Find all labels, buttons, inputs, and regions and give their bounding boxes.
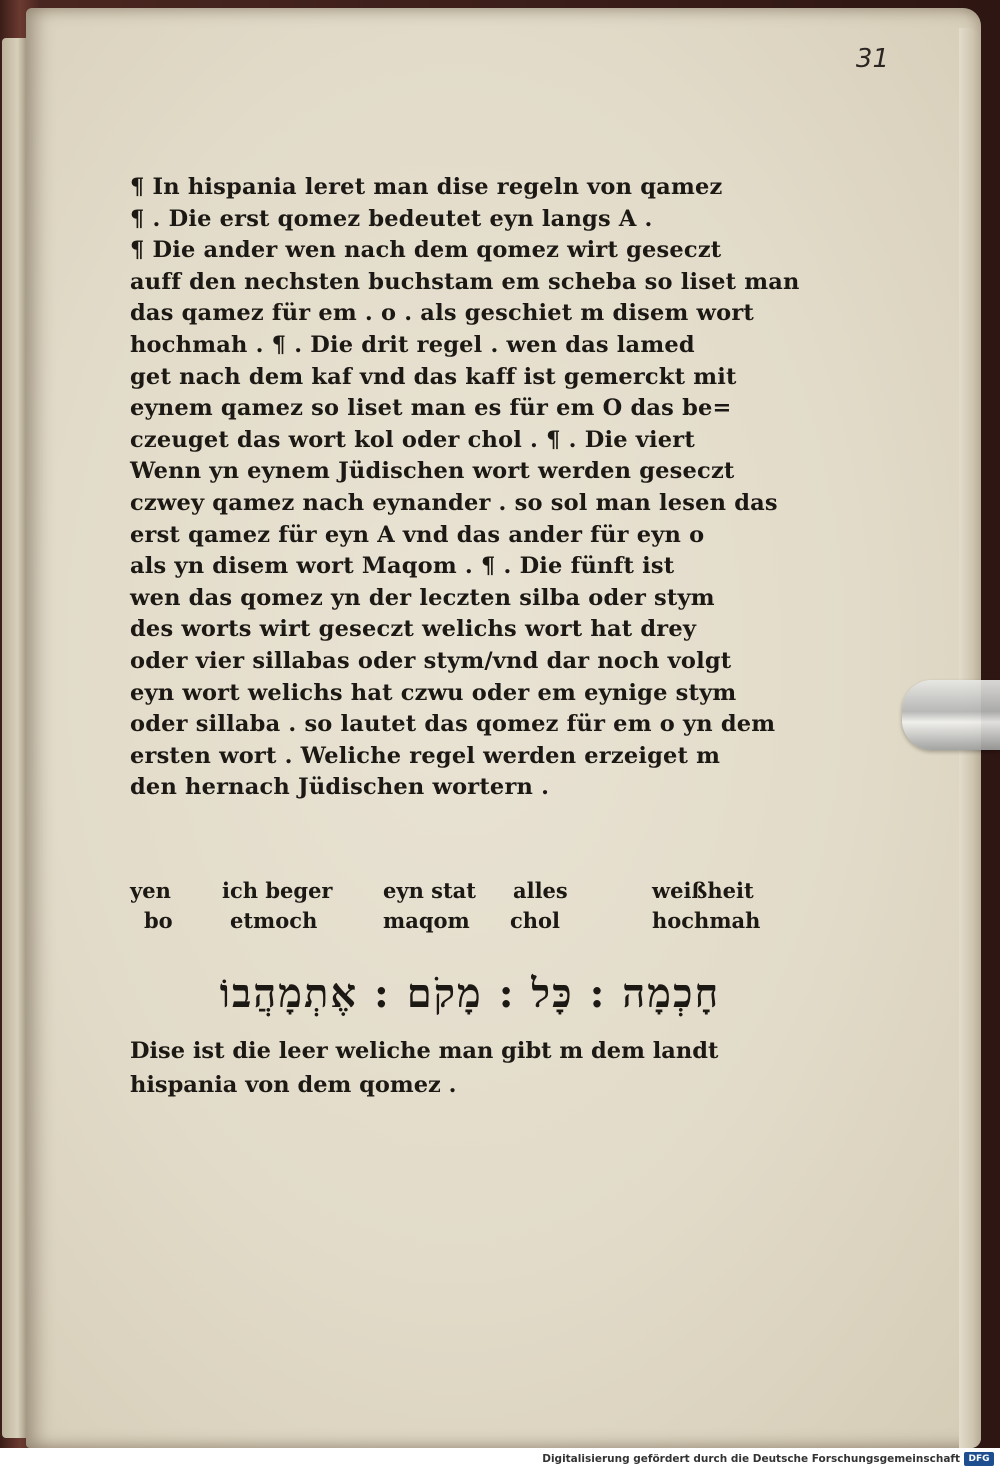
gloss-word: eyn stat — [383, 878, 476, 903]
text-line: oder sillaba . so lautet das qomez für em o yn dem — [130, 711, 776, 738]
text-line: ¶ In hispania leret man dise regeln von qamez — [130, 174, 723, 200]
text-line: Wenn yn eynem Jüdischen wort werden geseczt — [130, 458, 735, 485]
gloss-word: etmoch — [230, 908, 318, 933]
gloss-translit-row — [130, 908, 790, 938]
text-line: als yn disem wort Maqom . ¶ . Die fünft ist — [130, 553, 675, 580]
text-line: wen das qomez yn der leczten silba oder stym — [130, 584, 715, 611]
text-line: eyn wort welichs hat czwu oder em eynige stym — [130, 679, 737, 706]
text-line: get nach dem kaf vnd das kaff ist gemerckt mit — [130, 363, 737, 390]
closing-text — [130, 1034, 790, 1102]
text-line: hispania von dem qomez . — [130, 1072, 457, 1098]
text-line: erst qamez für eyn A vnd das ander für eyn o — [130, 521, 705, 548]
main-text-block — [130, 172, 800, 804]
paper-clip — [902, 680, 1000, 750]
text-line: eynem qamez so liset man es für em O das be= — [130, 395, 732, 422]
gloss-word: hochmah — [652, 908, 761, 933]
gloss-word: chol — [510, 908, 561, 933]
facing-page-edge — [2, 38, 28, 1438]
gloss-word: yen — [130, 878, 171, 903]
text-line: ersten wort . Weliche regel werden erzeiget m — [130, 742, 721, 769]
text-line: czwey qamez nach eynander . so sol man lesen das — [130, 489, 778, 516]
hebrew-line: חָכְמָה : כָּל : מָקֹם : אֶתְמָהֲבוֹ — [219, 970, 721, 1017]
text-line: auff den nechsten buchstam em scheba so liset man — [130, 268, 800, 295]
gloss-word: maqom — [383, 908, 470, 933]
text-line: des worts wirt geseczt welichs wort hat drey — [130, 616, 697, 643]
gloss-german-row — [130, 878, 790, 908]
word-gloss-table — [130, 878, 790, 938]
folio-number: 31 — [855, 44, 889, 74]
text-line: den hernach Jüdischen wortern . — [130, 774, 550, 801]
footer-bar — [0, 1448, 1000, 1470]
funding-credit: Digitalisierung gefördert durch die Deutsche Forschungsgemeinschaft — [542, 1453, 960, 1465]
gloss-word: alles — [513, 878, 568, 903]
dfg-logo: DFG — [964, 1452, 994, 1466]
text-line: ¶ Die ander wen nach dem qomez wirt geseczt — [130, 237, 722, 264]
gloss-word: weißheit — [652, 878, 754, 903]
text-line: Dise ist die leer weliche man gibt m dem landt — [130, 1038, 719, 1064]
text-line: das qamez für em . o . als geschiet m disem wort — [130, 300, 754, 327]
text-line: ¶ . Die erst qomez bedeutet eyn langs A . — [130, 205, 653, 232]
text-line: czeuget das wort kol oder chol . ¶ . Die viert — [130, 426, 695, 453]
gloss-word: bo — [144, 908, 173, 933]
gloss-word: ich beger — [222, 878, 333, 903]
text-line: oder vier sillabas oder stym/vnd dar noch volgt — [130, 647, 732, 674]
text-line: hochmah . ¶ . Die drit regel . wen das lamed — [130, 331, 695, 358]
